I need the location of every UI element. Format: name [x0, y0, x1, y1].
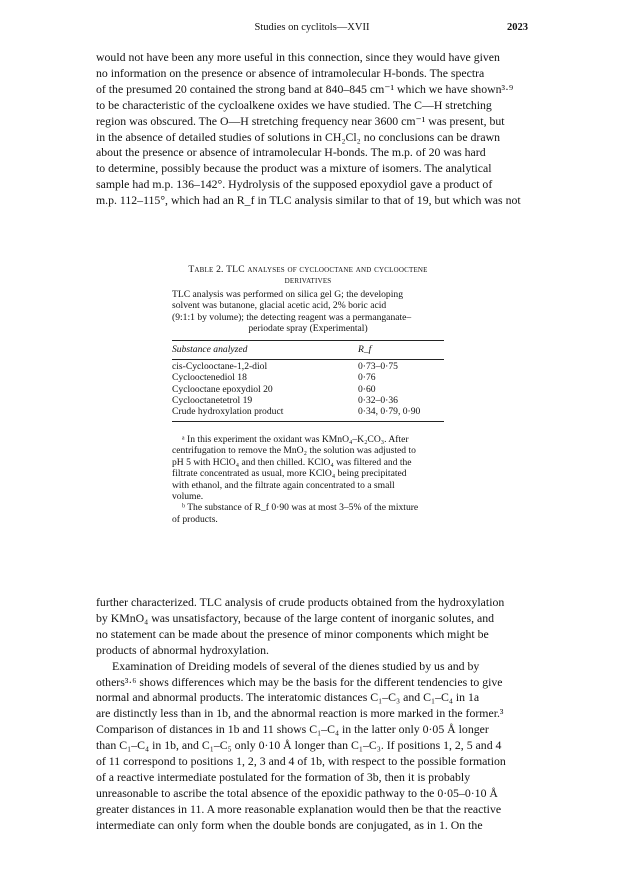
paragraph-top: [96, 50, 528, 209]
cell-rf: 0·73–0·75: [358, 360, 398, 372]
text-line: sample had m.p. 136–142°. Hydrolysis of the supposed epoxydiol gave a product of: [96, 177, 493, 192]
text-line: others³·⁶ shows differences which may be the basis for the different tendencies to give: [96, 674, 503, 689]
table-row: [172, 384, 444, 395]
column-header-rf: R_f: [358, 344, 372, 356]
text-line: would not have been any more useful in this connection, since they would have given: [96, 50, 500, 64]
cell-rf: 0·76: [358, 372, 376, 384]
text-line: further characterized. TLC analysis of crude products obtained from the hydroxylation: [96, 595, 505, 609]
cell-rf: 0·60: [358, 383, 376, 395]
text-line: about the presence or absence of intramolecular H-bonds. The m.p. of 20 was hard: [96, 145, 486, 160]
cell-rf: 0·34, 0·79, 0·90: [358, 406, 421, 418]
text-line: by KMnO₄ was unsatisfactory, because of the large content of inorganic solutes, and: [96, 610, 495, 625]
footnote-b-line: of products.: [172, 513, 218, 525]
text-line: in the absence of detailed studies of solutions in CH₂Cl₂ no conclusions can be drawn: [96, 129, 500, 144]
text-line: to determine, possibly because the product was a mixture of isomers. The analytical: [96, 161, 492, 176]
footnote-a-line: volume.: [172, 490, 204, 502]
text-line: Examination of Dreiding models of several of the dienes studied by us and by: [112, 658, 480, 673]
caption-line: periodate spray (Experimental): [248, 323, 368, 335]
footnote-a-line: centrifugation to remove the MnO₂ the solution was adjusted to: [172, 445, 416, 457]
table-row: [172, 372, 444, 383]
table-rule-bottom: [172, 421, 444, 422]
text-line: intermediate can only form when the double bonds are conjugated, as in 1. On the: [96, 817, 483, 832]
text-line: greater distances in 11. A more reasonable explanation would then be that the reactive: [96, 801, 502, 816]
table-caption: [172, 289, 444, 335]
footnote-b-line: ᵇ The substance of R_f 0·90 was at most 3–5% of the mixture: [182, 502, 419, 514]
cell-substance: Cyclooctane epoxydiol 20: [172, 383, 273, 395]
table-row: [172, 395, 444, 406]
page-number: 2023: [507, 22, 528, 33]
table-title: [172, 264, 444, 287]
table-2: [172, 264, 444, 525]
table-title-line: Table 2. TLC analyses of cyclooctane and cyclooctene: [188, 264, 428, 275]
text-line: to be characteristic of the cycloalkene oxides we have studied. The C—H stretching: [96, 97, 492, 112]
table-header-row: [172, 344, 444, 355]
caption-line: TLC analysis was performed on silica gel G; the developing: [172, 288, 403, 300]
text-line: no statement can be made about the presence of minor components which might be: [96, 626, 489, 641]
column-header-substance: Substance analyzed: [172, 344, 248, 356]
cell-rf: 0·32–0·36: [358, 395, 398, 407]
text-line: products of abnormal hydroxylation.: [96, 642, 269, 657]
caption-line: solvent was butanone, glacial acetic acid, 2% boric acid: [172, 300, 387, 312]
table-row: [172, 361, 444, 372]
footnote-a-line: ᵃ In this experiment the oxidant was KMnO₄–K₂CO₃. After: [182, 433, 409, 445]
running-header: [96, 22, 528, 36]
paragraph-bottom: [96, 595, 528, 834]
cell-substance: Crude hydroxylation product: [172, 406, 284, 418]
footnote-a-line: filtrate concentrated as usual, more KClO₄ being precipitated: [172, 468, 407, 480]
caption-line: (9:1:1 by volume); the detecting reagent was a permanganate–: [172, 311, 412, 323]
running-title: Studies on cyclitols—XVII: [254, 22, 370, 33]
table-rule-top: [172, 340, 444, 341]
text-line: of the presumed 20 contained the strong band at 840–845 cm⁻¹ which we have shown³·⁹: [96, 81, 514, 96]
text-line: are distinctly less than in 1b, and the abnormal reaction is more marked in the former.³: [96, 706, 504, 721]
text-line: region was obscured. The O—H stretching frequency near 3600 cm⁻¹ was present, but: [96, 113, 505, 128]
text-line: m.p. 112–115°, which had an R_f in TLC analysis similar to that of 19, but which was not: [96, 193, 521, 208]
table-title-line: derivatives: [284, 275, 332, 287]
table-footnotes: [172, 434, 444, 525]
text-line: no information on the presence or absence of intramolecular H-bonds. The spectra: [96, 65, 485, 80]
text-line: of 11 correspond to positions 1, 2, 3 and 4 of 1b, with respect to the possible formation: [96, 754, 506, 769]
text-line: normal and abnormal products. The interatomic distances C₁–C₃ and C₁–C₄ in 1a: [96, 690, 480, 705]
table-rule-mid: [172, 359, 444, 360]
footnote-a-line: pH 5 with HClO₄ and then chilled. KClO₄ was filtered and the: [172, 456, 412, 468]
cell-substance: cis-Cyclooctane-1,2-diol: [172, 360, 268, 372]
table-row: [172, 406, 444, 417]
cell-substance: Cyclooctenediol 18: [172, 372, 247, 384]
text-line: than C₁–C₄ in 1b, and C₁–C₅ only 0·10 Å longer than C₁–C₃. If positions 1, 2, 5 and 4: [96, 738, 502, 753]
text-line: of a reactive intermediate postulated for the formation of 3b, then it is probably: [96, 769, 471, 784]
text-line: Comparison of distances in 1b and 11 shows C₁–C₄ in the latter only 0·05 Å longer: [96, 722, 489, 737]
cell-substance: Cyclooctanetetrol 19: [172, 395, 253, 407]
text-line: unreasonable to ascribe the total absence of the epoxidic pathway to the 0·05–0·10 Å: [96, 785, 498, 800]
footnote-a-line: with ethanol, and the filtrate again concentrated to a small: [172, 479, 395, 491]
